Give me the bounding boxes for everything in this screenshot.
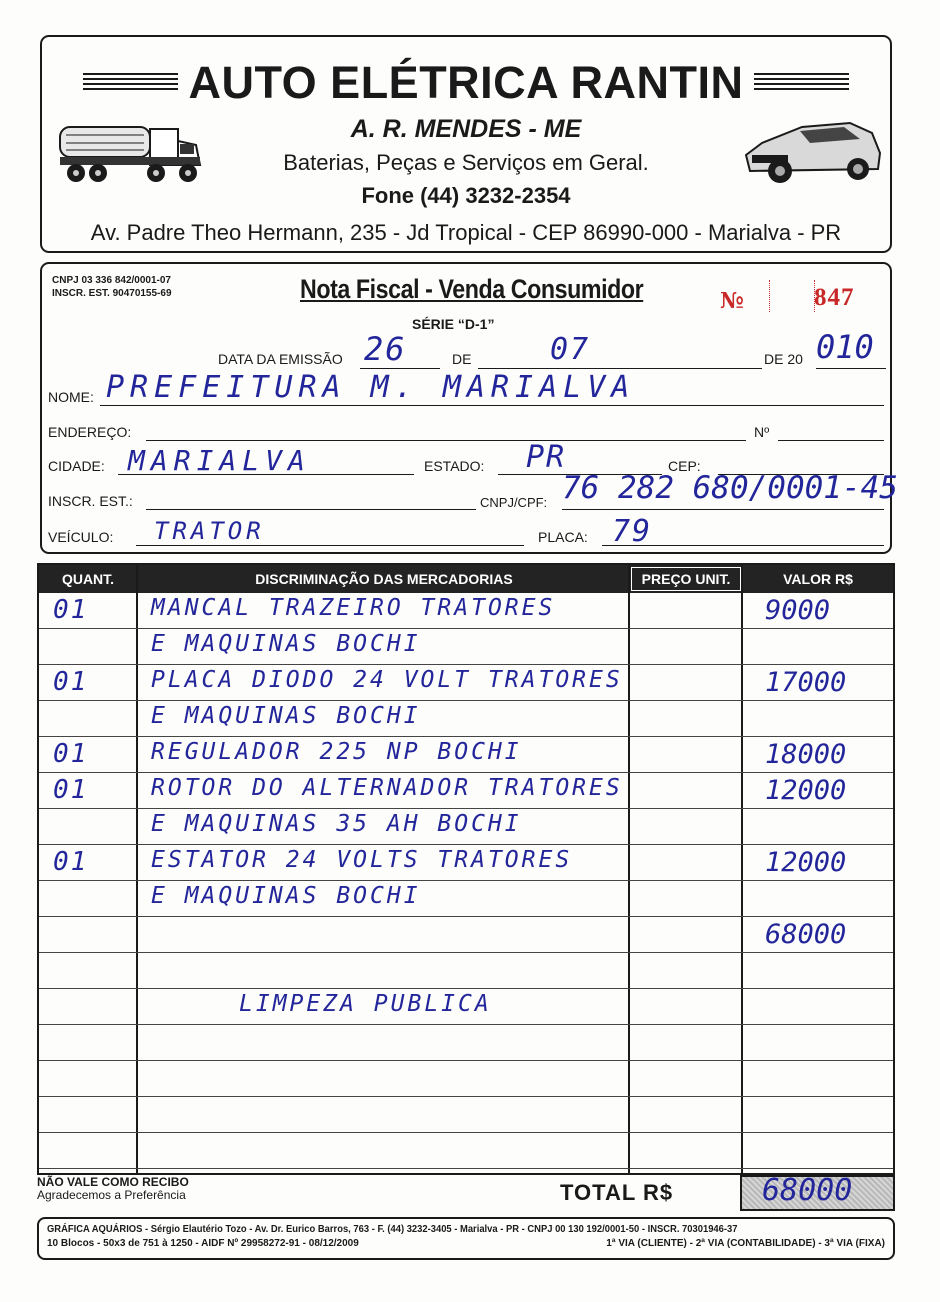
row-quantity: 01 (53, 739, 89, 769)
row-value: 18000 (765, 739, 847, 770)
row-description: MANCAL TRAZEIRO TRATORES (151, 595, 556, 621)
issuer-cnpj: CNPJ 03 336 842/0001-07 (52, 275, 171, 286)
veiculo-line (136, 545, 524, 546)
table-row (39, 953, 893, 989)
placa-value: 79 (612, 514, 653, 549)
table-header (39, 565, 893, 593)
truck-icon (56, 119, 206, 191)
invoice-title: Nota Fiscal - Venda Consumidor (300, 274, 644, 304)
nome-label: NOME: (48, 389, 94, 405)
veiculo-value: TRATOR (154, 517, 265, 545)
business-brand (42, 57, 890, 109)
endereco-label: ENDEREÇO: (48, 424, 132, 440)
address: Av. Padre Theo Hermann, 235 - Jd Tropical - CEP 86990-000 - Marialva - PR (90, 220, 842, 245)
de-label: DE (452, 351, 472, 367)
thanks-note: Agradecemos a Preferência (37, 1188, 186, 1202)
date-label: DATA DA EMISSÃO (218, 351, 343, 367)
table-row (39, 809, 893, 845)
table-row (39, 629, 893, 665)
cnpj-value: 76 282 680/0001-45 (562, 470, 898, 506)
row-value: 68000 (765, 919, 847, 950)
row-description: ESTATOR 24 VOLTS TRATORES (151, 847, 573, 873)
date-year: 010 (816, 328, 874, 366)
printer-line-1: GRÁFICA AQUÁRIOS - Sérgio Elautério Tozo - Av. Dr. Eurico Barros, 763 - F. (44) 3232-3405 - Marialva - PR - CNPJ 00 130 192/0001-50 - INSCR. 70301946-37 (47, 1224, 738, 1235)
table-row (39, 989, 893, 1025)
veiculo-label: VEÍCULO: (48, 529, 114, 545)
row-description: ROTOR DO ALTERNADOR TRATORES (151, 775, 623, 801)
business-header (40, 35, 892, 253)
date-year-line (816, 368, 886, 369)
date-day-line (360, 368, 440, 369)
number-box (769, 280, 815, 312)
business-name: AUTO ELÉTRICA RANTIN (188, 57, 744, 108)
row-description: E MAQUINAS BOCHI (151, 703, 421, 729)
row-value: 17000 (765, 667, 847, 698)
placa-label: PLACA: (538, 529, 588, 545)
issuer-inscr: INSCR. EST. 90470155-69 (52, 288, 172, 299)
sports-car-icon (740, 113, 885, 188)
table-row (39, 701, 893, 737)
inscr-line (146, 509, 476, 510)
inscr-label: INSCR. EST.: (48, 493, 133, 509)
not-receipt-note: NÃO VALE COMO RECIBO (37, 1175, 189, 1189)
total-value: 68000 (762, 1173, 853, 1208)
printer-line-2: 10 Blocos - 50x3 de 751 à 1250 - AIDF Nº 29958272-91 - 08/12/2009 (47, 1238, 359, 1249)
tagline: Baterias, Peças e Serviços em Geral. (283, 150, 649, 175)
header-desc: DISCRIMINAÇÃO DAS MERCADORIAS (255, 571, 513, 587)
total-box (740, 1175, 895, 1211)
header-value: VALOR R$ (783, 571, 853, 587)
numero-line (778, 440, 884, 441)
header-unit: PREÇO UNIT. (631, 567, 741, 591)
row-description: E MAQUINAS BOCHI (151, 631, 421, 657)
cnpj-line (562, 509, 884, 510)
table-row (39, 773, 893, 809)
numero-label: Nº (754, 424, 770, 440)
row-divider (39, 1168, 893, 1169)
row-value: 12000 (765, 775, 847, 806)
estado-value: PR (526, 440, 567, 475)
row-value: 12000 (765, 847, 847, 878)
date-month-line (478, 368, 762, 369)
invoice-series: SÉRIE “D-1” (412, 316, 495, 332)
table-row (39, 593, 893, 629)
row-value: 9000 (765, 595, 831, 626)
row-description: E MAQUINAS BOCHI (151, 883, 421, 909)
owner-name: A. R. MENDES - ME (350, 115, 582, 143)
row-description: PLACA DIODO 24 VOLT TRATORES (151, 667, 623, 693)
footer-notes (37, 1176, 189, 1202)
printer-copies: 1ª VIA (CLIENTE) - 2ª VIA (CONTABILIDADE) - 3ª VIA (FIXA) (606, 1238, 885, 1249)
printer-info (37, 1217, 895, 1260)
row-description: LIMPEZA PUBLICA (239, 991, 492, 1017)
row-description: E MAQUINAS 35 AH BOCHI (151, 811, 522, 837)
cidade-label: CIDADE: (48, 458, 105, 474)
table-row (39, 845, 893, 881)
row-quantity: 01 (53, 667, 89, 697)
year-label: DE 20 (764, 351, 803, 367)
table-row (39, 917, 893, 953)
number-label: № (720, 288, 744, 314)
table-row (39, 881, 893, 917)
decorative-lines-left (83, 73, 178, 93)
table-row (39, 1025, 893, 1061)
table-row (39, 1097, 893, 1133)
cep-label: CEP: (668, 458, 701, 474)
decorative-lines-right (754, 73, 849, 93)
header-quant: QUANT. (61, 571, 115, 587)
estado-label: ESTADO: (424, 458, 485, 474)
invoice-number: 847 (814, 284, 855, 311)
table-row (39, 737, 893, 773)
date-month: 07 (550, 332, 591, 367)
invoice-form (40, 262, 898, 554)
row-description: REGULADOR 225 NP BOCHI (151, 739, 522, 765)
row-quantity: 01 (53, 595, 89, 625)
row-quantity: 01 (53, 775, 89, 805)
nome-value: PREFEITURA M. MARIALVA (106, 370, 636, 405)
nome-line (100, 405, 884, 406)
date-day: 26 (364, 330, 407, 368)
table-row (39, 665, 893, 701)
table-row (39, 1133, 893, 1169)
row-quantity: 01 (53, 847, 89, 877)
total-label: TOTAL R$ (560, 1180, 674, 1205)
items-table (37, 563, 895, 1175)
cidade-value: MARIALVA (128, 444, 311, 477)
issuer-registration (52, 274, 172, 300)
phone: Fone (44) 3232-2354 (361, 183, 571, 208)
table-row (39, 1061, 893, 1097)
endereco-line (146, 440, 746, 441)
cnpj-label: CNPJ/CPF: (480, 495, 548, 510)
